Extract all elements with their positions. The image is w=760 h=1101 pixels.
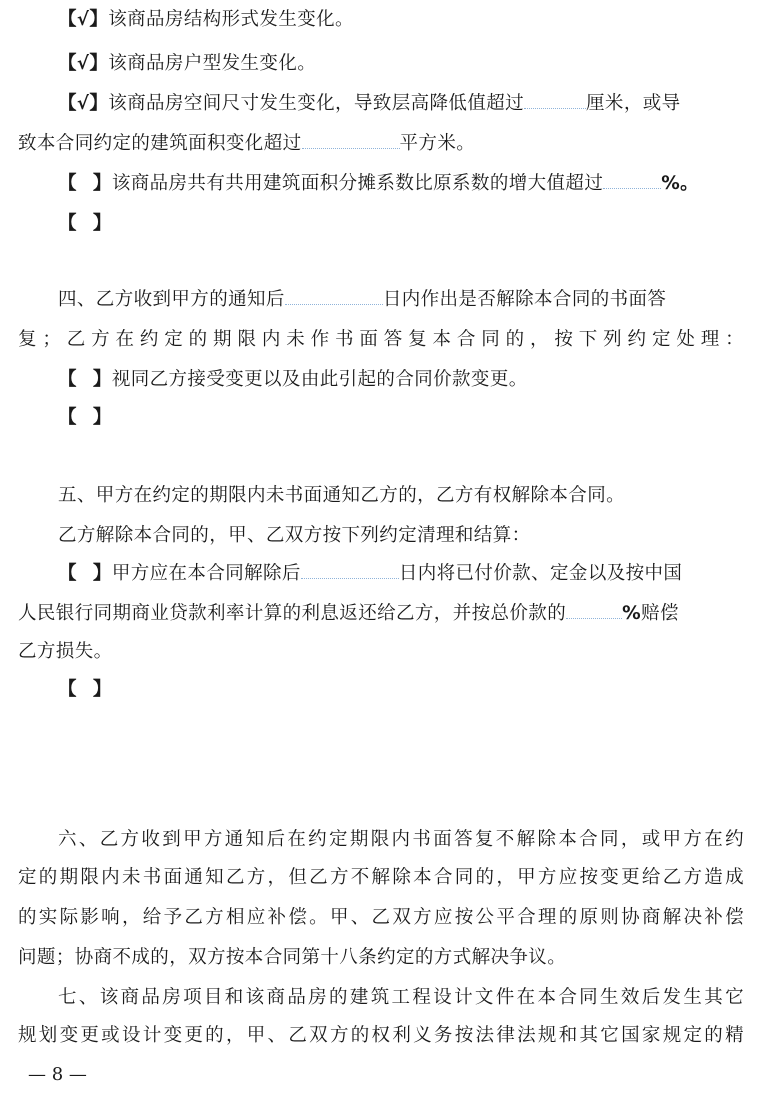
checkmark-icon: √ bbox=[76, 93, 90, 114]
clause-5-option-2 bbox=[58, 676, 744, 704]
blank-days[interactable] bbox=[285, 286, 383, 305]
clause-5-line-2: 乙方解除本合同的，甲、乙双方按下列约定清理和结算： bbox=[58, 525, 531, 546]
clause-6-line-3: 的实际影响，给予乙方相应补偿。甲、乙双方应按公平合理的原则协商解决补偿 bbox=[18, 907, 744, 928]
clause-text: 日内作出是否解除本合同的书面答 bbox=[382, 289, 667, 310]
clause-7-line-1: 七、该商品房项目和该商品房的建筑工程设计文件在本合同生效后发生其它 bbox=[58, 987, 744, 1008]
option-text: 平方米。 bbox=[399, 133, 476, 154]
clause-6-line-2: 定的期限内未书面通知乙方，但乙方不解除本合同的，甲方应按变更给乙方造成 bbox=[18, 867, 744, 888]
option-text: 致本合同约定的建筑面积变化超过 bbox=[18, 133, 302, 154]
blank-height-cm[interactable] bbox=[524, 90, 586, 109]
option-text: 厘米，或导 bbox=[586, 93, 681, 114]
blank-area-sqm[interactable] bbox=[302, 130, 400, 149]
clause-text: 赔偿 bbox=[641, 603, 679, 624]
bracket-close: 】 bbox=[92, 173, 112, 194]
bracket-open: 【 bbox=[58, 679, 77, 700]
bracket-open: 【 bbox=[58, 173, 77, 194]
bracket-close: 】 bbox=[92, 563, 112, 584]
bracket-open: 【 bbox=[58, 93, 77, 114]
bracket-open: 【 bbox=[58, 369, 77, 390]
clause-6-line-1: 六、乙方收到甲方通知后在约定期限内书面答复不解除本合同，或甲方在约 bbox=[58, 829, 744, 850]
bracket-open: 【 bbox=[58, 53, 77, 74]
clause-4-option-2 bbox=[58, 404, 744, 432]
bracket-close: 】 bbox=[92, 213, 112, 234]
bracket-open: 【 bbox=[58, 407, 77, 428]
bracket-open: 【 bbox=[58, 9, 77, 30]
clause-5-line-4 bbox=[18, 600, 744, 628]
option-text: 该商品房结构形式发生变化。 bbox=[108, 9, 354, 30]
option-text: 视同乙方接受变更以及由此引起的合同价款变更。 bbox=[111, 369, 528, 390]
page-number: — 8 — bbox=[28, 1064, 87, 1085]
clause-5-option-1 bbox=[58, 560, 744, 588]
blank-percent[interactable] bbox=[603, 170, 661, 189]
clause-4-line-1 bbox=[58, 286, 744, 314]
bracket-close: 】 bbox=[89, 53, 109, 74]
checkmark-icon: √ bbox=[76, 53, 90, 74]
clause-text: 四、乙方收到甲方的通知后 bbox=[58, 289, 285, 310]
bracket-close: 】 bbox=[92, 369, 112, 390]
percent-unit: % bbox=[622, 603, 642, 624]
bracket-open: 【 bbox=[58, 563, 77, 584]
option-text: 日内将已付价款、定金以及按中国 bbox=[398, 563, 683, 584]
option-other bbox=[58, 210, 744, 238]
clause-text: 人民银行同期商业贷款利率计算的利息返还给乙方，并按总价款的 bbox=[18, 603, 567, 624]
bracket-close: 】 bbox=[92, 679, 112, 700]
checkmark-icon: √ bbox=[76, 9, 90, 30]
clause-4-line-2: 复；乙方在约定的期限内未作书面答复本合同的，按下列约定处理： bbox=[18, 329, 744, 350]
clause-5-line-1: 五、甲方在约定的期限内未书面通知乙方的，乙方有权解除本合同。 bbox=[58, 485, 626, 506]
option-share-coefficient bbox=[58, 170, 744, 198]
bracket-close: 】 bbox=[89, 93, 109, 114]
blank-refund-days[interactable] bbox=[301, 560, 399, 579]
bracket-close: 】 bbox=[92, 407, 112, 428]
clause-7-line-2: 规划变更或设计变更的，甲、乙双方的权利义务按法律法规和其它国家规定的精 bbox=[18, 1025, 744, 1046]
blank-compensation-percent[interactable] bbox=[566, 600, 622, 619]
option-space-change-cont bbox=[18, 130, 744, 158]
option-text: 该商品房空间尺寸发生变化，导致层高降低值超过 bbox=[108, 93, 525, 114]
option-text: 甲方应在本合同解除后 bbox=[111, 563, 301, 584]
bracket-open: 【 bbox=[58, 213, 77, 234]
option-text: 该商品房户型发生变化。 bbox=[108, 53, 317, 74]
option-layout-change bbox=[58, 50, 744, 78]
bracket-close: 】 bbox=[89, 9, 109, 30]
option-structure-change bbox=[58, 6, 744, 34]
clause-5-line-5: 乙方损失。 bbox=[18, 641, 113, 662]
clause-4-option-1 bbox=[58, 366, 744, 394]
percent-unit: %。 bbox=[661, 173, 700, 194]
option-space-change bbox=[58, 90, 744, 118]
clause-6-line-4: 问题；协商不成的，双方按本合同第十八条约定的方式解决争议。 bbox=[18, 947, 567, 968]
option-text: 该商品房共有共用建筑面积分摊系数比原系数的增大值超过 bbox=[111, 173, 604, 194]
